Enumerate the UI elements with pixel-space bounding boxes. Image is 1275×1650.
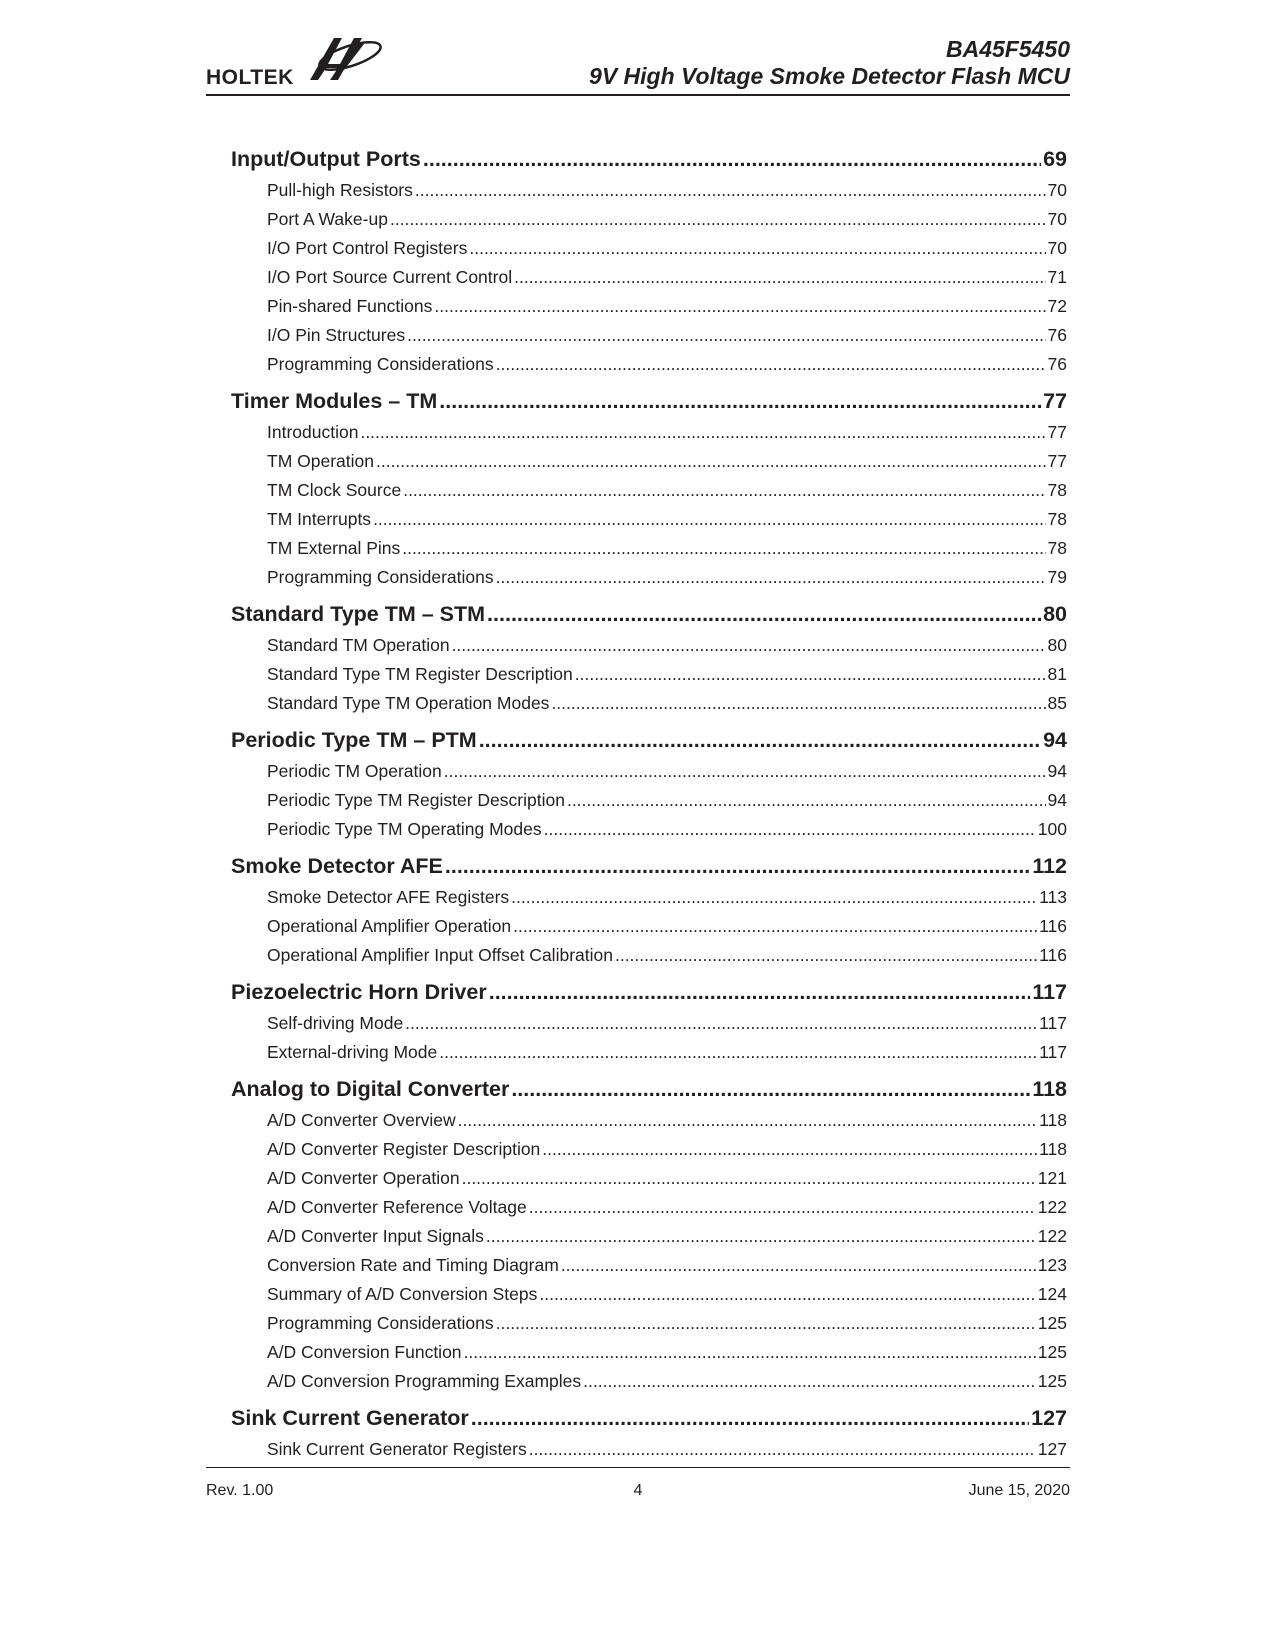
toc-entry[interactable] xyxy=(231,1106,1067,1135)
toc-entry-title: Summary of A/D Conversion Steps xyxy=(267,1284,538,1304)
toc-entry-page: 100 xyxy=(1037,819,1067,839)
toc-entry-title: I/O Port Source Current Control xyxy=(267,267,513,287)
toc-entry[interactable] xyxy=(231,1135,1067,1164)
toc-entry-page: 81 xyxy=(1047,664,1067,684)
dot-leader xyxy=(551,689,1045,718)
toc-entry[interactable] xyxy=(231,447,1067,476)
dot-leader xyxy=(423,143,1041,176)
dot-leader xyxy=(444,757,1046,786)
toc-entry-page: 116 xyxy=(1039,945,1067,965)
toc-heading-title: Piezoelectric Horn Driver xyxy=(231,980,487,1004)
toc-entry-title: Smoke Detector AFE Registers xyxy=(267,887,510,907)
toc-heading-title: Smoke Detector AFE xyxy=(231,854,443,878)
toc-entry-page: 117 xyxy=(1039,1042,1067,1062)
toc-entry[interactable] xyxy=(231,1338,1067,1367)
toc-entry-page: 77 xyxy=(1047,422,1067,442)
toc-entry-title: Periodic TM Operation xyxy=(267,761,442,781)
header-divider xyxy=(206,94,1070,96)
dot-leader xyxy=(496,1309,1036,1338)
toc-entry-page: 118 xyxy=(1039,1110,1067,1130)
toc-entry[interactable] xyxy=(231,1009,1067,1038)
toc-entry[interactable] xyxy=(231,1280,1067,1309)
toc-heading-page: 94 xyxy=(1043,728,1067,752)
toc-entry[interactable] xyxy=(231,815,1067,844)
toc-entry-page: 70 xyxy=(1047,238,1067,258)
toc-entry-title: Operational Amplifier Input Offset Calibration xyxy=(267,945,613,965)
table-of-contents xyxy=(231,143,1067,1470)
toc-entry-title: TM External Pins xyxy=(267,538,401,558)
toc-entry-page: 85 xyxy=(1047,693,1067,713)
page-header xyxy=(206,26,1070,96)
toc-heading-title: Analog to Digital Converter xyxy=(231,1077,510,1101)
toc-entry-page: 125 xyxy=(1037,1371,1067,1391)
toc-entry-title: Operational Amplifier Operation xyxy=(267,916,512,936)
toc-entry-title: Standard TM Operation xyxy=(267,635,450,655)
toc-section xyxy=(231,976,1067,1067)
part-number: BA45F5450 xyxy=(945,36,1070,62)
dot-leader xyxy=(402,534,1045,563)
dot-leader xyxy=(464,1338,1036,1367)
dot-leader xyxy=(471,1402,1029,1435)
logo-text: HOLTEK xyxy=(206,66,294,89)
toc-entry[interactable] xyxy=(231,476,1067,505)
toc-entry-title: I/O Port Control Registers xyxy=(267,238,468,258)
toc-entry-title: TM Interrupts xyxy=(267,509,372,529)
toc-entry[interactable] xyxy=(231,234,1067,263)
toc-entry-title: Conversion Rate and Timing Diagram xyxy=(267,1255,559,1275)
toc-entry-page: 127 xyxy=(1037,1439,1067,1459)
toc-entry-title: Programming Considerations xyxy=(267,567,494,587)
toc-entry-title: I/O Pin Structures xyxy=(267,325,406,345)
toc-entry[interactable] xyxy=(231,505,1067,534)
toc-entry-page: 80 xyxy=(1047,635,1067,655)
dot-leader xyxy=(486,1222,1036,1251)
toc-heading[interactable] xyxy=(231,724,1067,757)
toc-entry-page: 94 xyxy=(1047,761,1067,781)
dot-leader xyxy=(403,476,1045,505)
dot-leader xyxy=(469,234,1045,263)
toc-entry[interactable] xyxy=(231,883,1067,912)
toc-entry[interactable] xyxy=(231,1222,1067,1251)
page-number: 4 xyxy=(633,1482,643,1499)
toc-entry-title: A/D Converter Reference Voltage xyxy=(267,1197,527,1217)
toc-section xyxy=(231,1402,1067,1464)
dot-leader xyxy=(567,786,1046,815)
holtek-logo-icon xyxy=(306,30,386,88)
toc-heading-page: 127 xyxy=(1031,1406,1067,1430)
document-title: 9V High Voltage Smoke Detector Flash MCU xyxy=(589,63,1070,89)
toc-entry-title: Programming Considerations xyxy=(267,354,494,374)
toc-entry-title: Port A Wake-up xyxy=(267,209,388,229)
footer-divider xyxy=(206,1467,1070,1468)
dot-leader xyxy=(462,1164,1036,1193)
page-footer xyxy=(206,1482,1070,1504)
toc-entry-page: 125 xyxy=(1037,1313,1067,1333)
toc-entry[interactable] xyxy=(231,1193,1067,1222)
toc-section xyxy=(231,724,1067,844)
toc-entry-page: 122 xyxy=(1037,1197,1067,1217)
revision-label: Rev. 1.00 xyxy=(206,1482,274,1499)
toc-heading-page: 69 xyxy=(1043,147,1067,171)
toc-heading-title: Timer Modules – TM xyxy=(231,389,438,413)
dot-leader xyxy=(561,1251,1036,1280)
toc-entry-page: 124 xyxy=(1037,1284,1067,1304)
dot-leader xyxy=(445,850,1030,883)
toc-entry[interactable] xyxy=(231,1038,1067,1067)
toc-entry[interactable] xyxy=(231,418,1067,447)
toc-entry[interactable] xyxy=(231,941,1067,970)
dot-leader xyxy=(376,447,1046,476)
toc-entry-page: 113 xyxy=(1039,887,1067,907)
dot-leader xyxy=(511,1073,1030,1106)
toc-entry-page: 116 xyxy=(1039,916,1067,936)
toc-entry-page: 78 xyxy=(1047,509,1067,529)
toc-entry[interactable] xyxy=(231,534,1067,563)
toc-section xyxy=(231,850,1067,970)
toc-entry-page: 121 xyxy=(1037,1168,1067,1188)
toc-heading-title: Periodic Type TM – PTM xyxy=(231,728,477,752)
dot-leader xyxy=(407,321,1045,350)
toc-heading[interactable] xyxy=(231,1402,1067,1435)
dot-leader xyxy=(487,598,1041,631)
toc-heading[interactable] xyxy=(231,598,1067,631)
toc-entry-title: A/D Conversion Function xyxy=(267,1342,462,1362)
toc-heading-page: 77 xyxy=(1043,389,1067,413)
toc-entry-title: Programming Considerations xyxy=(267,1313,494,1333)
toc-entry[interactable] xyxy=(231,1367,1067,1396)
toc-entry[interactable] xyxy=(231,1251,1067,1280)
toc-entry-title: Introduction xyxy=(267,422,359,442)
toc-entry-title: A/D Converter Input Signals xyxy=(267,1226,484,1246)
dot-leader xyxy=(583,1367,1036,1396)
toc-entry-title: Sink Current Generator Registers xyxy=(267,1439,527,1459)
toc-section xyxy=(231,1073,1067,1396)
toc-entry-title: External-driving Mode xyxy=(267,1042,438,1062)
dot-leader xyxy=(439,385,1041,418)
dot-leader xyxy=(496,350,1046,379)
dot-leader xyxy=(496,563,1046,592)
toc-heading-title: Input/Output Ports xyxy=(231,147,421,171)
toc-entry-page: 70 xyxy=(1047,180,1067,200)
toc-entry-page: 76 xyxy=(1047,325,1067,345)
toc-entry[interactable] xyxy=(231,1164,1067,1193)
toc-entry-page: 78 xyxy=(1047,480,1067,500)
toc-heading[interactable] xyxy=(231,976,1067,1009)
toc-entry-title: Standard Type TM Register Description xyxy=(267,664,573,684)
toc-heading-title: Sink Current Generator xyxy=(231,1406,469,1430)
toc-entry-title: TM Operation xyxy=(267,451,374,471)
toc-entry[interactable] xyxy=(231,563,1067,592)
toc-entry-page: 118 xyxy=(1039,1139,1067,1159)
toc-entry-page: 122 xyxy=(1037,1226,1067,1246)
toc-entry-page: 78 xyxy=(1047,538,1067,558)
dot-leader xyxy=(458,1106,1037,1135)
dot-leader xyxy=(489,976,1031,1009)
toc-entry-page: 125 xyxy=(1037,1342,1067,1362)
dot-leader xyxy=(529,1193,1036,1222)
toc-entry-title: A/D Converter Operation xyxy=(267,1168,460,1188)
toc-entry-page: 117 xyxy=(1039,1013,1067,1033)
toc-entry[interactable] xyxy=(231,660,1067,689)
toc-entry-page: 79 xyxy=(1047,567,1067,587)
dot-leader xyxy=(514,263,1045,292)
toc-entry-page: 76 xyxy=(1047,354,1067,374)
toc-entry-title: A/D Conversion Programming Examples xyxy=(267,1371,582,1391)
toc-entry-title: Pull-high Resistors xyxy=(267,180,413,200)
toc-entry[interactable] xyxy=(231,263,1067,292)
dot-leader xyxy=(405,1009,1037,1038)
toc-entry[interactable] xyxy=(231,689,1067,718)
toc-entry[interactable] xyxy=(231,757,1067,786)
dot-leader xyxy=(479,724,1041,757)
toc-entry[interactable] xyxy=(231,1309,1067,1338)
dot-leader xyxy=(539,1280,1035,1309)
dot-leader xyxy=(542,1135,1037,1164)
dot-leader xyxy=(415,176,1046,205)
toc-heading[interactable] xyxy=(231,1073,1067,1106)
toc-section xyxy=(231,385,1067,592)
toc-heading[interactable] xyxy=(231,850,1067,883)
toc-entry[interactable] xyxy=(231,176,1067,205)
document-title-block xyxy=(589,36,1070,90)
dot-leader xyxy=(452,631,1046,660)
toc-entry[interactable] xyxy=(231,1435,1067,1464)
dot-leader xyxy=(373,505,1045,534)
toc-entry-page: 77 xyxy=(1047,451,1067,471)
toc-heading[interactable] xyxy=(231,385,1067,418)
dot-leader xyxy=(575,660,1046,689)
dot-leader xyxy=(434,292,1045,321)
toc-heading-page: 118 xyxy=(1032,1077,1067,1101)
toc-entry-title: Periodic Type TM Register Description xyxy=(267,790,565,810)
dot-leader xyxy=(511,883,1037,912)
toc-entry-page: 72 xyxy=(1047,296,1067,316)
toc-entry-title: Periodic Type TM Operating Modes xyxy=(267,819,542,839)
toc-entry[interactable] xyxy=(231,321,1067,350)
toc-entry-page: 94 xyxy=(1047,790,1067,810)
dot-leader xyxy=(439,1038,1037,1067)
toc-entry-title: A/D Converter Register Description xyxy=(267,1139,541,1159)
toc-entry[interactable] xyxy=(231,786,1067,815)
toc-entry[interactable] xyxy=(231,350,1067,379)
toc-entry-title: Pin-shared Functions xyxy=(267,296,433,316)
toc-entry-page: 71 xyxy=(1047,267,1067,287)
toc-entry-title: TM Clock Source xyxy=(267,480,402,500)
dot-leader xyxy=(360,418,1045,447)
toc-heading-page: 117 xyxy=(1032,980,1067,1004)
dot-leader xyxy=(513,912,1037,941)
toc-entry[interactable] xyxy=(231,205,1067,234)
dot-leader xyxy=(529,1435,1036,1464)
toc-entry-page: 123 xyxy=(1037,1255,1067,1275)
dot-leader xyxy=(544,815,1036,844)
toc-entry[interactable] xyxy=(231,631,1067,660)
toc-heading-page: 112 xyxy=(1032,854,1067,878)
toc-entry[interactable] xyxy=(231,292,1067,321)
toc-entry-title: A/D Converter Overview xyxy=(267,1110,456,1130)
toc-entry-title: Standard Type TM Operation Modes xyxy=(267,693,550,713)
dot-leader xyxy=(390,205,1046,234)
toc-heading-page: 80 xyxy=(1043,602,1067,626)
toc-heading[interactable] xyxy=(231,143,1067,176)
toc-entry-title: Self-driving Mode xyxy=(267,1013,404,1033)
revision-date: June 15, 2020 xyxy=(968,1482,1070,1499)
toc-entry-page: 70 xyxy=(1047,209,1067,229)
toc-entry[interactable] xyxy=(231,912,1067,941)
toc-section xyxy=(231,143,1067,379)
toc-heading-title: Standard Type TM – STM xyxy=(231,602,486,626)
dot-leader xyxy=(615,941,1037,970)
toc-section xyxy=(231,598,1067,718)
holtek-logo xyxy=(206,30,406,94)
